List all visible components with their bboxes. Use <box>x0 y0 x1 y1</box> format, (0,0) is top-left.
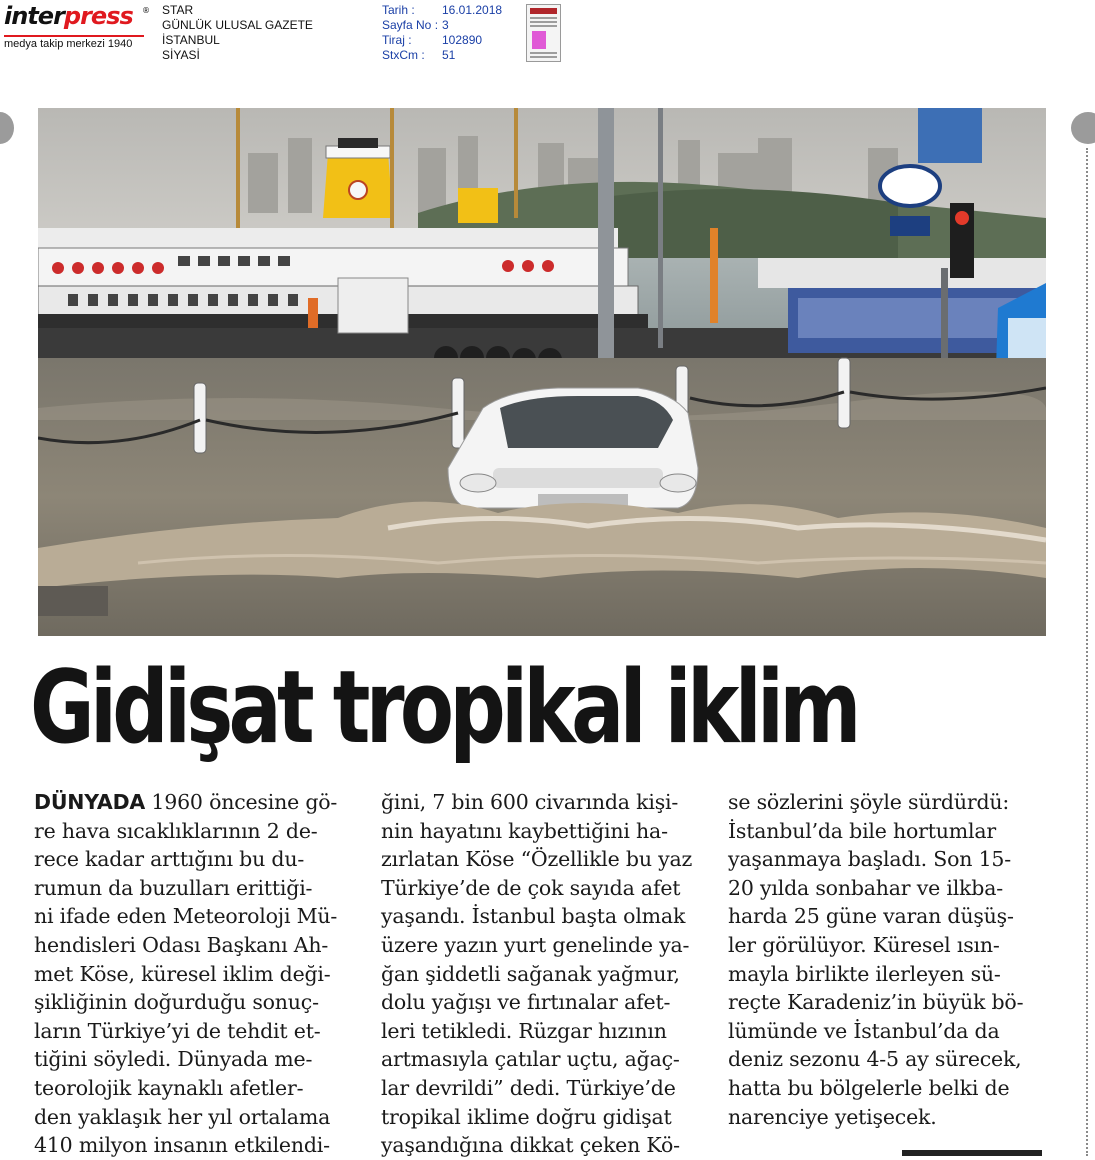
clipping-header <box>0 0 1095 70</box>
article-line: üzere yazın yurt genelinde ya- <box>381 932 690 957</box>
logo-registered-mark: ® <box>142 6 150 15</box>
car-illustration <box>448 388 698 508</box>
info-label: StxCm : <box>382 48 425 62</box>
article-column-2 <box>381 788 699 1160</box>
article-line: Türkiye’de de çok sayıda afet <box>381 875 681 900</box>
article-line: nin hayatını kaybettiğini ha- <box>381 818 668 843</box>
article-line: reçte Karadeniz’in büyük bö- <box>728 990 1024 1015</box>
news-photo <box>38 108 1046 636</box>
article-line: şikliğinin doğurduğu sonuç- <box>34 990 319 1015</box>
info-label: Tiraj : <box>382 33 412 47</box>
article-line: tropikal iklime doğru gidişat <box>381 1104 672 1129</box>
article-line: hendisleri Odası Başkanı Ah- <box>34 932 329 957</box>
article-line: yaşandı. İstanbul başta olmak <box>381 904 686 929</box>
article-line: 410 milyon insanın etkilendi- <box>34 1133 330 1158</box>
thumbnail-highlight <box>532 31 546 49</box>
info-row <box>382 48 512 63</box>
page-edge-tab-right <box>1071 112 1095 144</box>
info-value: 51 <box>442 48 456 62</box>
info-label: Sayfa No : <box>382 18 439 32</box>
article-line: ler görülüyor. Küresel ısın- <box>728 932 1000 957</box>
article-line: DÜNYADA 1960 öncesine gö- <box>34 790 338 814</box>
publication-type: GÜNLÜK ULUSAL GAZETE <box>162 18 313 32</box>
article-line: leri tetikledi. Rüzgar hızının <box>381 1018 667 1043</box>
article-line: harda 25 güne varan düşüş- <box>728 904 1014 929</box>
article-line: mayla birlikte ilerleyen sü- <box>728 961 1001 986</box>
article-line: dolu yağışı ve fırtınalar afet- <box>381 990 671 1015</box>
info-row <box>382 18 512 33</box>
article-line: deniz sezonu 4-5 ay sürecek, <box>728 1047 1022 1072</box>
publication-name: STAR <box>162 3 194 17</box>
article-line: ların Türkiye’yi de tehdit et- <box>34 1018 321 1043</box>
article-line: ğan şiddetli sağanak yağmur, <box>381 961 680 986</box>
article-line: yaşanmaya başladı. Son 15- <box>728 847 1012 872</box>
article-line: re hava sıcaklıklarının 2 de- <box>34 818 318 843</box>
article-line: teorolojik kaynaklı afetler- <box>34 1075 304 1100</box>
article-line: narenciye yetişecek. <box>728 1104 937 1129</box>
article-line: artmasıyla çatılar uçtu, ağaç- <box>381 1047 680 1072</box>
publication-category: SİYASİ <box>162 48 200 62</box>
article-line: rumun da buzulları erittiği- <box>34 875 313 900</box>
info-row <box>382 3 512 18</box>
article-line: İstanbul’da bile hortumlar <box>728 818 997 843</box>
article-line: ni ifade eden Meteoroloji Mü- <box>34 904 338 929</box>
info-value: 102890 <box>442 33 483 47</box>
logo-wordmark: interpress <box>4 2 133 30</box>
article-line: hatta bu bölgelerle belki de <box>728 1075 1010 1100</box>
article-line: met Köse, küresel iklim deği- <box>34 961 331 986</box>
page-thumbnail[interactable] <box>526 4 561 62</box>
info-row <box>382 33 512 48</box>
article-headline: Gidişat tropikal iklim <box>30 648 857 766</box>
publication-city: İSTANBUL <box>162 33 220 47</box>
interpress-logo <box>4 2 154 50</box>
article-line: lümünde ve İstanbul’da da <box>728 1018 1000 1043</box>
lead-word: DÜNYADA <box>34 790 146 814</box>
cut-line <box>1086 148 1088 1156</box>
article-line: yaşandığına dikkat çeken Kö- <box>381 1133 680 1158</box>
publication-meta <box>162 3 313 63</box>
article-column-3 <box>728 788 1046 1131</box>
page-edge-tab-left <box>0 112 14 144</box>
article-line: zırlatan Köse “Özellikle bu yaz <box>381 847 693 872</box>
info-value: 16.01.2018 <box>442 3 503 17</box>
article-line: rece kadar arttığını bu du- <box>34 847 305 872</box>
article-line: 20 yılda sonbahar ve ilkba- <box>728 875 1003 900</box>
article-line: lar devrildi” dedi. Türkiye’de <box>381 1075 676 1100</box>
clipping-info <box>382 3 512 63</box>
article-line: se sözlerini şöyle sürdürdü: <box>728 790 1010 814</box>
info-label: Tarih : <box>382 3 415 17</box>
article-line: tiğini söyledi. Dünyada me- <box>34 1047 313 1072</box>
info-value: 3 <box>442 18 449 32</box>
article-column-1 <box>34 788 352 1160</box>
logo-tagline: medya takip merkezi 1940 <box>4 35 144 50</box>
article-line: ğini, 7 bin 600 civarında kişi- <box>381 790 679 814</box>
column-end-rule <box>902 1150 1042 1156</box>
article-line: den yaklaşık her yıl ortalama <box>34 1104 331 1129</box>
